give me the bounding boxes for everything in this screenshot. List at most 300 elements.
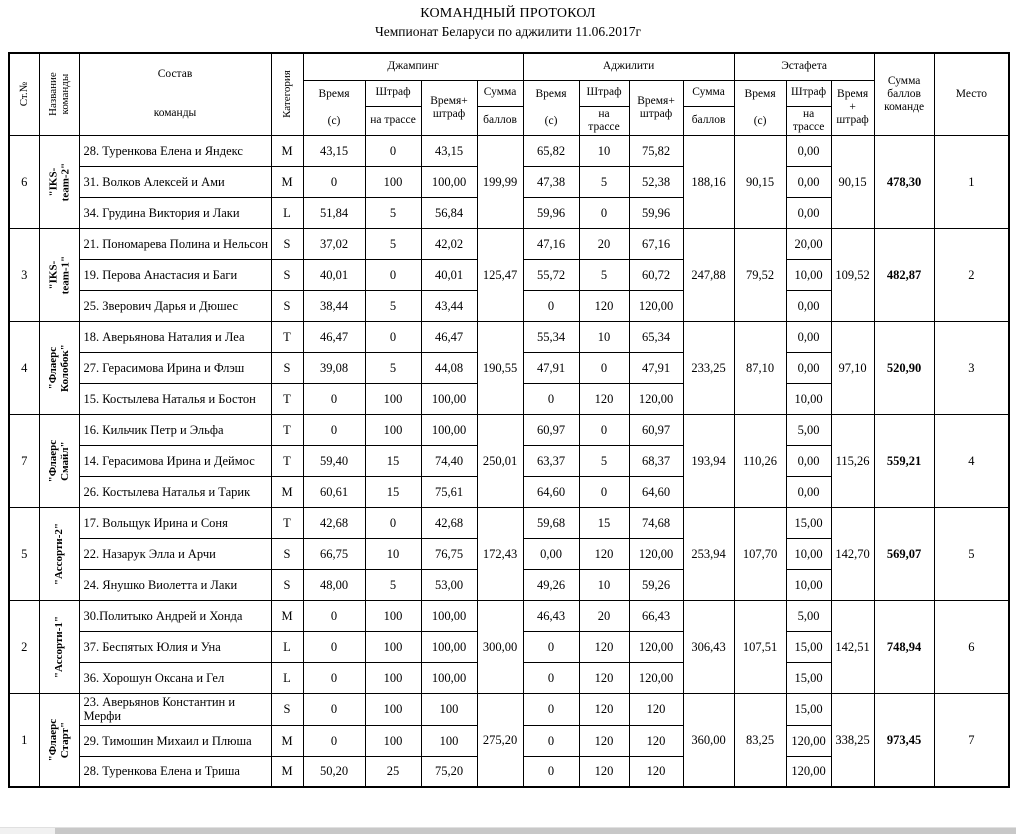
cell-place: 6: [934, 600, 1009, 693]
cell-jumping-time: 50,20: [303, 756, 365, 787]
cell-category: T: [271, 507, 303, 538]
cell-jumping-penalty: 0: [365, 321, 421, 352]
results-table-header: [9, 53, 1009, 135]
cell-jumping-time: 0: [303, 725, 365, 756]
cell-category: S: [271, 538, 303, 569]
cell-category: M: [271, 166, 303, 197]
cell-relay-penalty: 0,00: [786, 197, 831, 228]
horizontal-scrollbar[interactable]: [0, 827, 1016, 834]
cell-jumping-sum: 199,99: [477, 135, 523, 228]
cell-agility-time-plus-penalty: 60,97: [629, 414, 683, 445]
cell-jumping-time: 0: [303, 631, 365, 662]
cell-member-name: 18. Аверьянова Наталия и Леа: [79, 321, 271, 352]
cell-relay-time: 83,25: [734, 693, 786, 787]
cell-jumping-penalty: 5: [365, 569, 421, 600]
cell-agility-penalty: 0: [579, 197, 629, 228]
cell-jumping-time-plus-penalty: 53,00: [421, 569, 477, 600]
cell-agility-time: 0: [523, 693, 579, 725]
cell-jumping-penalty: 25: [365, 756, 421, 787]
cell-agility-time: 63,37: [523, 445, 579, 476]
cell-agility-time-plus-penalty: 47,91: [629, 352, 683, 383]
cell-member-name: 26. Костылева Наталья и Тарик: [79, 476, 271, 507]
cell-jumping-time-plus-penalty: 100,00: [421, 662, 477, 693]
column-header-relay-time-plus-penalty: Время + штраф: [831, 80, 874, 135]
cell-team-name: [39, 135, 79, 228]
column-header-agility-penalty-sub: на трассе: [579, 106, 629, 135]
cell-agility-time-plus-penalty: 120,00: [629, 538, 683, 569]
cell-start-number: 7: [9, 414, 39, 507]
cell-jumping-penalty: 100: [365, 600, 421, 631]
cell-agility-time-plus-penalty: 59,26: [629, 569, 683, 600]
cell-team-name-label: "Ассорти-1": [52, 615, 65, 678]
cell-jumping-time-plus-penalty: 42,02: [421, 228, 477, 259]
cell-agility-time: 55,72: [523, 259, 579, 290]
cell-jumping-time: 66,75: [303, 538, 365, 569]
cell-agility-sum: 193,94: [683, 414, 734, 507]
cell-jumping-penalty: 100: [365, 166, 421, 197]
cell-category: T: [271, 321, 303, 352]
cell-member-name: 21. Пономарева Полина и Нельсон: [79, 228, 271, 259]
relay-time-label: Время: [744, 87, 776, 100]
cell-relay-penalty: 15,00: [786, 662, 831, 693]
cell-member-name: 29. Тимошин Михаил и Плюша: [79, 725, 271, 756]
cell-place: 2: [934, 228, 1009, 321]
cell-member-name: 17. Вольщук Ирина и Соня: [79, 507, 271, 538]
cell-relay-time-plus-penalty: 338,25: [831, 693, 874, 787]
cell-team-total: 520,90: [874, 321, 934, 414]
column-header-team-name: [39, 53, 79, 135]
cell-agility-time-plus-penalty: 65,34: [629, 321, 683, 352]
jumping-time-label: Время: [318, 87, 350, 100]
column-header-start-number-label: Ст.№: [18, 82, 31, 107]
cell-relay-time-plus-penalty: 115,26: [831, 414, 874, 507]
cell-relay-penalty: 15,00: [786, 631, 831, 662]
cell-relay-penalty: 0,00: [786, 321, 831, 352]
cell-agility-time: 47,91: [523, 352, 579, 383]
cell-agility-time: 59,96: [523, 197, 579, 228]
cell-jumping-penalty: 100: [365, 662, 421, 693]
group-header-relay: Эстафета: [734, 53, 874, 80]
cell-team-name: [39, 321, 79, 414]
cell-jumping-time: 0: [303, 414, 365, 445]
cell-category: T: [271, 414, 303, 445]
cell-jumping-time-plus-penalty: 74,40: [421, 445, 477, 476]
cell-jumping-sum: 172,43: [477, 507, 523, 600]
cell-jumping-time-plus-penalty: 100,00: [421, 383, 477, 414]
cell-team-name: [39, 228, 79, 321]
cell-relay-penalty: 20,00: [786, 228, 831, 259]
cell-jumping-penalty: 0: [365, 259, 421, 290]
cell-member-name: 16. Кильчик Петр и Эльфа: [79, 414, 271, 445]
cell-agility-time-plus-penalty: 52,38: [629, 166, 683, 197]
cell-jumping-time-plus-penalty: 40,01: [421, 259, 477, 290]
cell-start-number: 4: [9, 321, 39, 414]
cell-agility-time: 0: [523, 383, 579, 414]
cell-member-name: 30.Политыко Андрей и Хонда: [79, 600, 271, 631]
cell-place: 3: [934, 321, 1009, 414]
cell-jumping-time-plus-penalty: 43,15: [421, 135, 477, 166]
cell-agility-time: 0: [523, 662, 579, 693]
agility-time-label: Время: [535, 87, 567, 100]
cell-relay-time-plus-penalty: 97,10: [831, 321, 874, 414]
cell-place: 5: [934, 507, 1009, 600]
cell-jumping-penalty: 100: [365, 414, 421, 445]
cell-agility-penalty: 120: [579, 756, 629, 787]
cell-agility-time-plus-penalty: 120: [629, 756, 683, 787]
cell-relay-penalty: 5,00: [786, 414, 831, 445]
column-header-jumping-penalty: Штраф: [365, 80, 421, 106]
cell-agility-penalty: 120: [579, 383, 629, 414]
cell-member-name: 22. Назарук Элла и Арчи: [79, 538, 271, 569]
cell-jumping-time-plus-penalty: 100,00: [421, 631, 477, 662]
cell-team-total: 478,30: [874, 135, 934, 228]
cell-jumping-time-plus-penalty: 100,00: [421, 166, 477, 197]
cell-category: S: [271, 352, 303, 383]
cell-relay-penalty: 0,00: [786, 476, 831, 507]
cell-agility-time: 0: [523, 756, 579, 787]
team-3-member-row-1: [9, 321, 1009, 352]
cell-team-name-label: "IKS-team-2": [46, 162, 71, 202]
column-header-agility-time: [523, 80, 579, 135]
cell-jumping-time-plus-penalty: 100: [421, 693, 477, 725]
cell-jumping-time-plus-penalty: 75,61: [421, 476, 477, 507]
column-header-jumping-sum-sub: баллов: [477, 106, 523, 135]
cell-jumping-penalty: 100: [365, 383, 421, 414]
cell-relay-penalty: 120,00: [786, 725, 831, 756]
cell-member-name: 36. Хорошун Оксана и Гел: [79, 662, 271, 693]
cell-category: L: [271, 662, 303, 693]
cell-category: S: [271, 569, 303, 600]
cell-agility-penalty: 5: [579, 445, 629, 476]
cell-jumping-penalty: 5: [365, 352, 421, 383]
cell-team-name: [39, 507, 79, 600]
column-header-start-number: [9, 53, 39, 135]
column-header-relay-time: [734, 80, 786, 135]
cell-jumping-time: 46,47: [303, 321, 365, 352]
cell-jumping-time-plus-penalty: 46,47: [421, 321, 477, 352]
cell-relay-penalty: 10,00: [786, 259, 831, 290]
cell-relay-time-plus-penalty: 142,70: [831, 507, 874, 600]
cell-jumping-time-plus-penalty: 43,44: [421, 290, 477, 321]
cell-place: 4: [934, 414, 1009, 507]
cell-relay-time-plus-penalty: 109,52: [831, 228, 874, 321]
team-2-member-row-1: [9, 228, 1009, 259]
cell-agility-time: 60,97: [523, 414, 579, 445]
cell-relay-time: 79,52: [734, 228, 786, 321]
cell-agility-penalty: 5: [579, 166, 629, 197]
page-subtitle: Чемпионат Беларуси по аджилити 11.06.2017г: [374, 24, 642, 39]
cell-jumping-time: 39,08: [303, 352, 365, 383]
cell-relay-time: 107,70: [734, 507, 786, 600]
cell-place: 7: [934, 693, 1009, 787]
cell-agility-time: 49,26: [523, 569, 579, 600]
cell-team-name: [39, 414, 79, 507]
cell-jumping-time-plus-penalty: 100,00: [421, 600, 477, 631]
cell-member-name: 25. Зверович Дарья и Дюшес: [79, 290, 271, 321]
group-header-agility: Аджилити: [523, 53, 734, 80]
column-header-roster: [79, 53, 271, 135]
cell-agility-time-plus-penalty: 120,00: [629, 631, 683, 662]
cell-jumping-time-plus-penalty: 75,20: [421, 756, 477, 787]
cell-agility-time-plus-penalty: 120: [629, 725, 683, 756]
cell-agility-penalty: 120: [579, 693, 629, 725]
cell-agility-time: 0: [523, 631, 579, 662]
cell-team-name: [39, 600, 79, 693]
cell-jumping-time: 38,44: [303, 290, 365, 321]
cell-agility-sum: 233,25: [683, 321, 734, 414]
cell-jumping-penalty: 5: [365, 228, 421, 259]
cell-agility-penalty: 20: [579, 600, 629, 631]
cell-agility-time-plus-penalty: 120: [629, 693, 683, 725]
cell-start-number: 2: [9, 600, 39, 693]
cell-jumping-penalty: 100: [365, 631, 421, 662]
page-title: КОМАНДНЫЙ ПРОТОКОЛ: [420, 6, 596, 21]
cell-agility-time-plus-penalty: 74,68: [629, 507, 683, 538]
cell-jumping-time: 37,02: [303, 228, 365, 259]
cell-member-name: 31. Волков Алексей и Ами: [79, 166, 271, 197]
cell-jumping-penalty: 5: [365, 290, 421, 321]
cell-jumping-sum: 125,47: [477, 228, 523, 321]
cell-member-name: 37. Беспятых Юлия и Уна: [79, 631, 271, 662]
cell-team-name-label: "Ассорти-2": [52, 522, 65, 585]
cell-team-name-label: "Флаерс Смайл": [46, 439, 71, 483]
cell-agility-penalty: 0: [579, 476, 629, 507]
cell-member-name: 28. Туренкова Елена и Триша: [79, 756, 271, 787]
team-1-member-row-1: [9, 135, 1009, 166]
cell-jumping-time: 40,01: [303, 259, 365, 290]
agility-time-unit: (с): [544, 114, 558, 127]
cell-category: S: [271, 228, 303, 259]
cell-category: M: [271, 600, 303, 631]
team-5-member-row-1: [9, 507, 1009, 538]
cell-place: 1: [934, 135, 1009, 228]
cell-relay-penalty: 120,00: [786, 756, 831, 787]
cell-member-name: 15. Костылева Наталья и Бостон: [79, 383, 271, 414]
cell-agility-penalty: 120: [579, 725, 629, 756]
cell-agility-penalty: 120: [579, 662, 629, 693]
cell-member-name: 14. Герасимова Ирина и Деймос: [79, 445, 271, 476]
cell-jumping-time: 42,68: [303, 507, 365, 538]
cell-member-name: 27. Герасимова Ирина и Флэш: [79, 352, 271, 383]
cell-jumping-time: 43,15: [303, 135, 365, 166]
cell-team-total: 973,45: [874, 693, 934, 787]
cell-agility-sum: 360,00: [683, 693, 734, 787]
cell-agility-time-plus-penalty: 60,72: [629, 259, 683, 290]
cell-agility-time-plus-penalty: 66,43: [629, 600, 683, 631]
cell-relay-penalty: 10,00: [786, 538, 831, 569]
cell-jumping-time-plus-penalty: 44,08: [421, 352, 477, 383]
cell-team-total: 559,21: [874, 414, 934, 507]
cell-jumping-sum: 250,01: [477, 414, 523, 507]
cell-jumping-penalty: 100: [365, 693, 421, 725]
cell-jumping-time: 59,40: [303, 445, 365, 476]
cell-jumping-penalty: 5: [365, 197, 421, 228]
cell-team-name: [39, 693, 79, 787]
cell-agility-time-plus-penalty: 75,82: [629, 135, 683, 166]
cell-relay-penalty: 10,00: [786, 383, 831, 414]
column-header-category: [271, 53, 303, 135]
cell-relay-time: 87,10: [734, 321, 786, 414]
cell-member-name: 34. Грудина Виктория и Лаки: [79, 197, 271, 228]
cell-jumping-time: 0: [303, 693, 365, 725]
cell-jumping-sum: 300,00: [477, 600, 523, 693]
cell-jumping-penalty: 0: [365, 507, 421, 538]
cell-agility-time-plus-penalty: 120,00: [629, 290, 683, 321]
cell-jumping-time: 0: [303, 662, 365, 693]
cell-jumping-time-plus-penalty: 42,68: [421, 507, 477, 538]
cell-relay-time: 90,15: [734, 135, 786, 228]
cell-category: M: [271, 476, 303, 507]
column-header-relay-penalty: Штраф: [786, 80, 831, 106]
cell-team-name-label: "Флаерс Колобок": [46, 344, 72, 392]
cell-agility-penalty: 5: [579, 259, 629, 290]
scrollbar-thumb[interactable]: [55, 828, 1016, 834]
cell-agility-time: 55,34: [523, 321, 579, 352]
cell-agility-time: 59,68: [523, 507, 579, 538]
cell-member-name: 23. Аверьянов Константин и Мерфи: [79, 693, 271, 725]
cell-member-name: 28. Туренкова Елена и Яндекс: [79, 135, 271, 166]
cell-relay-penalty: 15,00: [786, 507, 831, 538]
cell-category: M: [271, 756, 303, 787]
column-header-agility-penalty: Штраф: [579, 80, 629, 106]
cell-team-name-label: "Флаерс Старт": [46, 718, 71, 762]
cell-agility-time: 64,60: [523, 476, 579, 507]
cell-relay-time-plus-penalty: 90,15: [831, 135, 874, 228]
cell-agility-time-plus-penalty: 67,16: [629, 228, 683, 259]
cell-jumping-time-plus-penalty: 100: [421, 725, 477, 756]
cell-member-name: 19. Перова Анастасия и Баги: [79, 259, 271, 290]
team-7-member-row-1: [9, 693, 1009, 725]
relay-time-unit: (с): [753, 114, 767, 127]
cell-agility-penalty: 120: [579, 290, 629, 321]
cell-agility-sum: 188,16: [683, 135, 734, 228]
cell-agility-time-plus-penalty: 120,00: [629, 383, 683, 414]
cell-agility-time: 65,82: [523, 135, 579, 166]
cell-agility-sum: 253,94: [683, 507, 734, 600]
cell-agility-penalty: 0: [579, 414, 629, 445]
cell-agility-time: 47,16: [523, 228, 579, 259]
cell-start-number: 5: [9, 507, 39, 600]
cell-category: S: [271, 693, 303, 725]
cell-category: M: [271, 725, 303, 756]
cell-jumping-penalty: 15: [365, 476, 421, 507]
cell-category: S: [271, 290, 303, 321]
cell-relay-penalty: 5,00: [786, 600, 831, 631]
cell-agility-time-plus-penalty: 120,00: [629, 662, 683, 693]
team-4-member-row-1: [9, 414, 1009, 445]
cell-agility-time-plus-penalty: 59,96: [629, 197, 683, 228]
cell-relay-penalty: 0,00: [786, 135, 831, 166]
jumping-time-unit: (с): [327, 114, 341, 127]
cell-relay-penalty: 10,00: [786, 569, 831, 600]
cell-agility-penalty: 15: [579, 507, 629, 538]
cell-jumping-time: 0: [303, 166, 365, 197]
cell-jumping-penalty: 10: [365, 538, 421, 569]
cell-agility-penalty: 120: [579, 538, 629, 569]
cell-relay-penalty: 0,00: [786, 166, 831, 197]
cell-jumping-penalty: 0: [365, 135, 421, 166]
group-header-jumping: Джампинг: [303, 53, 523, 80]
cell-agility-time: 0: [523, 290, 579, 321]
cell-agility-time-plus-penalty: 68,37: [629, 445, 683, 476]
cell-relay-penalty: 0,00: [786, 352, 831, 383]
cell-jumping-sum: 275,20: [477, 693, 523, 787]
column-header-jumping-sum: Сумма: [477, 80, 523, 106]
cell-category: T: [271, 383, 303, 414]
team-6-member-row-1: [9, 600, 1009, 631]
results-table: [8, 52, 1010, 788]
cell-jumping-time: 0: [303, 383, 365, 414]
cell-start-number: 1: [9, 693, 39, 787]
cell-agility-penalty: 0: [579, 352, 629, 383]
document-header: [0, 0, 1016, 40]
column-header-agility-sum-sub: баллов: [683, 106, 734, 135]
cell-relay-penalty: 0,00: [786, 290, 831, 321]
cell-relay-time: 107,51: [734, 600, 786, 693]
column-header-jumping-penalty-sub: на трассе: [365, 106, 421, 135]
cell-agility-time: 46,43: [523, 600, 579, 631]
cell-agility-penalty: 10: [579, 321, 629, 352]
cell-agility-penalty: 20: [579, 228, 629, 259]
cell-jumping-penalty: 15: [365, 445, 421, 476]
cell-category: T: [271, 445, 303, 476]
cell-category: L: [271, 197, 303, 228]
cell-jumping-penalty: 100: [365, 725, 421, 756]
cell-agility-sum: 306,43: [683, 600, 734, 693]
cell-agility-time: 47,38: [523, 166, 579, 197]
column-header-jumping-time: [303, 80, 365, 135]
roster-label-line2: команды: [153, 107, 197, 120]
cell-agility-time: 0: [523, 725, 579, 756]
results-body: [9, 135, 1009, 787]
cell-relay-time-plus-penalty: 142,51: [831, 600, 874, 693]
cell-agility-penalty: 10: [579, 135, 629, 166]
column-header-jumping-time-plus-penalty: Время+ штраф: [421, 80, 477, 135]
column-header-agility-time-plus-penalty: Время+ штраф: [629, 80, 683, 135]
cell-team-total: 482,87: [874, 228, 934, 321]
column-header-relay-penalty-sub: на трассе: [786, 106, 831, 135]
cell-team-total: 569,07: [874, 507, 934, 600]
cell-jumping-time: 60,61: [303, 476, 365, 507]
cell-agility-time: 0,00: [523, 538, 579, 569]
cell-start-number: 6: [9, 135, 39, 228]
cell-start-number: 3: [9, 228, 39, 321]
cell-relay-penalty: 15,00: [786, 693, 831, 725]
column-header-category-label: Категория: [280, 70, 293, 119]
cell-relay-time: 110,26: [734, 414, 786, 507]
cell-member-name: 24. Янушко Виолетта и Лаки: [79, 569, 271, 600]
cell-category: M: [271, 135, 303, 166]
cell-jumping-time: 51,84: [303, 197, 365, 228]
cell-agility-penalty: 10: [579, 569, 629, 600]
cell-jumping-time-plus-penalty: 56,84: [421, 197, 477, 228]
column-header-team-name-label: Название команды: [46, 72, 72, 117]
cell-jumping-sum: 190,55: [477, 321, 523, 414]
roster-label-line1: Состав: [157, 68, 193, 81]
cell-jumping-time: 0: [303, 600, 365, 631]
cell-category: S: [271, 259, 303, 290]
cell-jumping-time-plus-penalty: 76,75: [421, 538, 477, 569]
cell-team-total: 748,94: [874, 600, 934, 693]
column-header-agility-sum: Сумма: [683, 80, 734, 106]
cell-category: L: [271, 631, 303, 662]
cell-relay-penalty: 0,00: [786, 445, 831, 476]
cell-agility-time-plus-penalty: 64,60: [629, 476, 683, 507]
cell-jumping-time-plus-penalty: 100,00: [421, 414, 477, 445]
column-header-team-total: Сумма баллов команде: [874, 53, 934, 135]
cell-jumping-time: 48,00: [303, 569, 365, 600]
column-header-place: Место: [934, 53, 1009, 135]
